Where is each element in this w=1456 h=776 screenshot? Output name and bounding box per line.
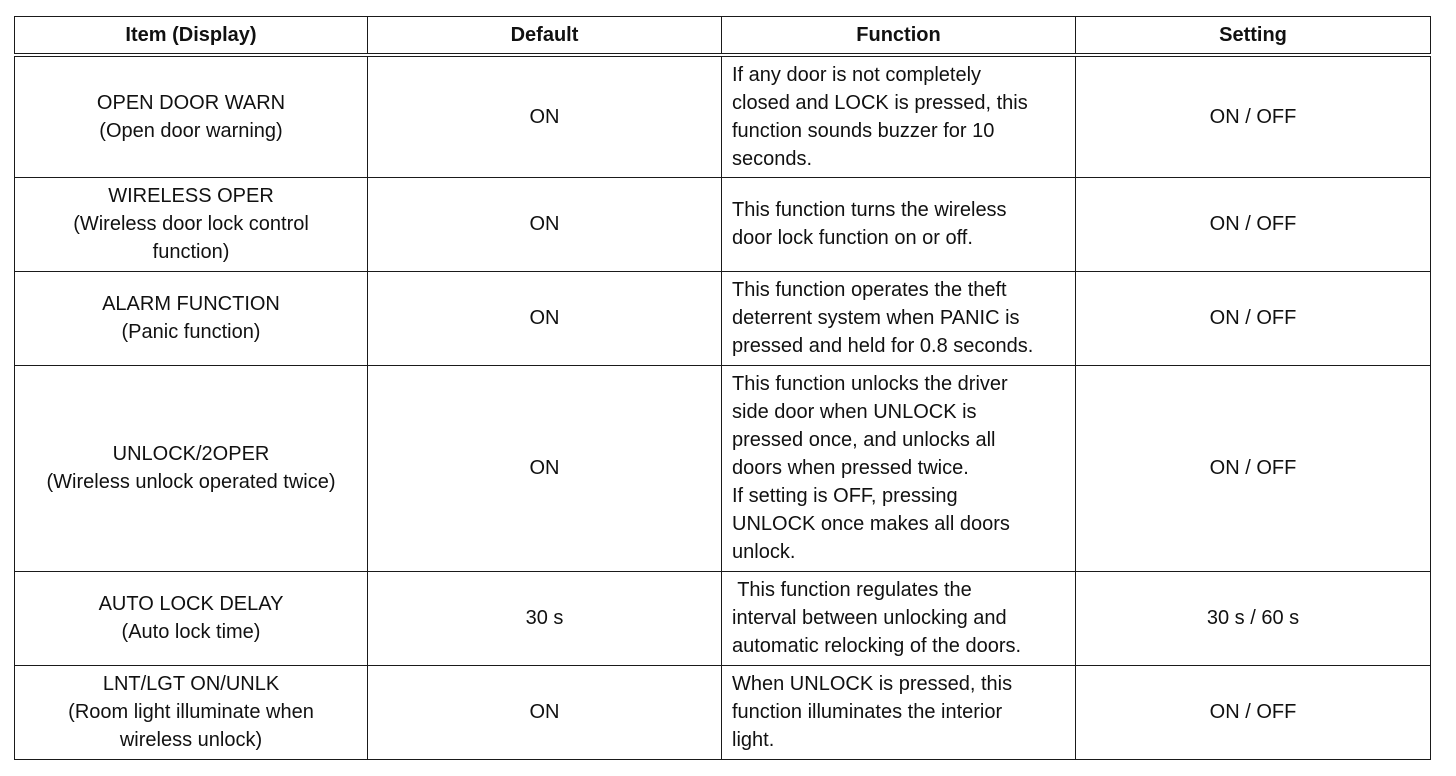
function-line: When UNLOCK is pressed, this (732, 673, 1013, 695)
item-name: ALARM FUNCTION (102, 293, 280, 315)
default-cell: 30 s (368, 571, 722, 665)
function-line: UNLOCK once makes all doors (732, 513, 1010, 535)
item-cell (15, 271, 368, 365)
table-row (15, 271, 1431, 365)
setting-cell: 30 s / 60 s (1076, 571, 1431, 665)
item-cell (15, 571, 368, 665)
item-name: OPEN DOOR WARN (96, 91, 286, 114)
default-cell: ON (368, 271, 722, 365)
header-default: Default (368, 17, 722, 56)
default-cell: ON (368, 665, 722, 759)
function-line: This function turns the wireless (732, 199, 1007, 221)
item-cell (15, 365, 368, 571)
item-cell (15, 55, 368, 177)
function-line: This function operates the theft (732, 279, 1007, 301)
setting-cell: ON / OFF (1076, 665, 1431, 759)
setting-cell: ON / OFF (1076, 55, 1431, 177)
table-row (15, 55, 1431, 177)
function-line: function illuminates the interior (732, 701, 1003, 723)
table-row (15, 665, 1431, 759)
function-line: interval between unlocking and (732, 607, 1007, 629)
setting-cell: ON / OFF (1076, 271, 1431, 365)
function-line: light. (732, 729, 775, 751)
setting-cell: ON / OFF (1076, 365, 1431, 571)
header-row (15, 17, 1431, 56)
item-name: WIRELESS OPER (108, 185, 274, 207)
item-description: wireless unlock) (119, 729, 263, 751)
table-row (15, 177, 1431, 271)
header-item: Item (Display) (15, 17, 368, 56)
function-cell (722, 365, 1076, 571)
function-line: doors when pressed twice. (732, 457, 969, 479)
function-line: function sounds buzzer for 10 (732, 119, 995, 142)
default-cell: ON (368, 177, 722, 271)
function-line: deterrent system when PANIC is (732, 307, 1020, 329)
default-cell: ON (368, 365, 722, 571)
item-name: AUTO LOCK DELAY (98, 593, 284, 615)
function-cell (722, 271, 1076, 365)
function-cell (722, 55, 1076, 177)
item-name: UNLOCK/2OPER (112, 443, 270, 465)
function-cell (722, 571, 1076, 665)
function-line: closed and LOCK is pressed, this (732, 91, 1028, 114)
function-line: pressed once, and unlocks all (732, 429, 996, 451)
settings-table (14, 16, 1431, 760)
default-cell: ON (368, 55, 722, 177)
item-description: (Auto lock time) (121, 621, 261, 643)
table-header (15, 17, 1431, 56)
function-line: pressed and held for 0.8 seconds. (732, 335, 1034, 357)
item-description: function) (152, 241, 230, 263)
item-description: (Wireless door lock control (73, 213, 309, 235)
function-line: This function regulates the (732, 579, 972, 601)
function-cell (722, 177, 1076, 271)
header-setting: Setting (1076, 17, 1431, 56)
table-row (15, 365, 1431, 571)
setting-cell: ON / OFF (1076, 177, 1431, 271)
table-row (15, 571, 1431, 665)
function-line: seconds. (732, 147, 813, 170)
item-cell (15, 665, 368, 759)
function-line: automatic relocking of the doors. (732, 635, 1022, 657)
function-cell (722, 665, 1076, 759)
function-line: If any door is not completely (732, 63, 982, 86)
function-line: side door when UNLOCK is (732, 401, 977, 423)
function-line: unlock. (732, 541, 796, 563)
function-line: If setting is OFF, pressing (732, 485, 958, 507)
item-name: LNT/LGT ON/UNLK (102, 673, 280, 695)
item-description: (Wireless unlock operated twice) (46, 471, 336, 493)
header-function: Function (722, 17, 1076, 56)
item-description: (Room light illuminate when (68, 701, 314, 723)
item-description: (Open door warning) (99, 119, 283, 142)
function-line: This function unlocks the driver (732, 373, 1008, 395)
item-description: (Panic function) (121, 321, 261, 343)
item-cell (15, 177, 368, 271)
function-line: door lock function on or off. (732, 227, 973, 249)
